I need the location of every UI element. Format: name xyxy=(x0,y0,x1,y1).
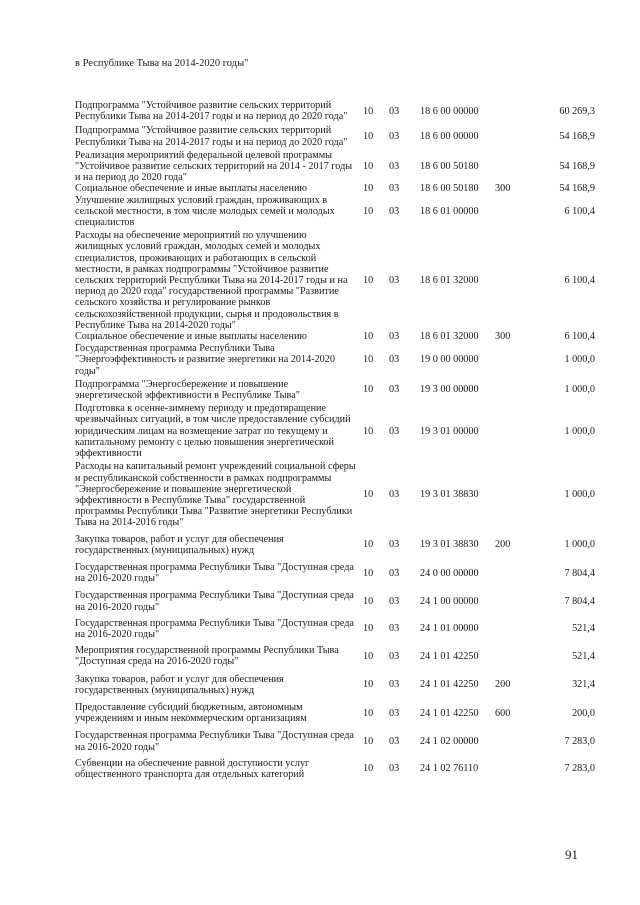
amount-cell: 1 000,0 xyxy=(564,354,595,366)
table-row xyxy=(75,618,595,640)
target-item-cell: 24 1 01 42250 xyxy=(420,650,479,662)
table-row xyxy=(75,645,595,667)
amount-cell: 7 283,0 xyxy=(564,735,595,747)
target-item-cell: 24 1 01 42250 xyxy=(420,707,479,719)
row-name-cell: Социальное обеспечение и иные выплаты населению xyxy=(75,183,308,195)
table-row xyxy=(75,730,595,752)
subsection-code-cell: 03 xyxy=(389,384,400,396)
table-row xyxy=(75,125,595,147)
section-code-cell: 10 xyxy=(363,567,374,579)
section-code-cell: 10 xyxy=(363,275,374,287)
row-name-cell: Подпрограмма "Энергосбережение и повышение энергетической эффективности в Республике Тыва" xyxy=(75,378,300,402)
table-row xyxy=(75,562,595,584)
table-row xyxy=(75,331,595,342)
subsection-code-cell: 03 xyxy=(389,623,400,635)
table-row xyxy=(75,461,595,528)
subsection-code-cell: 03 xyxy=(389,331,400,343)
amount-cell: 6 100,4 xyxy=(564,205,595,217)
target-item-cell: 24 1 02 00000 xyxy=(420,735,479,747)
target-item-cell: 19 3 01 00000 xyxy=(420,425,479,437)
subsection-code-cell: 03 xyxy=(389,161,400,172)
table-row xyxy=(75,379,595,401)
amount-cell: 1 000,0 xyxy=(564,425,595,437)
table-row xyxy=(75,343,595,377)
amount-cell: 60 269,3 xyxy=(559,105,595,117)
target-item-cell: 18 6 00 50180 xyxy=(420,183,479,195)
row-name-cell: Государственная программа Республики Тыва "Доступная среда на 2016-2020 годы" xyxy=(75,730,354,753)
subsection-code-cell: 03 xyxy=(389,425,400,437)
amount-cell: 6 100,4 xyxy=(564,275,595,287)
subsection-code-cell: 03 xyxy=(389,354,400,366)
amount-cell: 54 168,9 xyxy=(559,131,595,142)
section-code-cell: 10 xyxy=(363,650,374,662)
section-code-cell: 10 xyxy=(363,425,374,437)
table-row xyxy=(75,183,595,194)
target-item-cell: 18 6 01 00000 xyxy=(420,205,479,217)
section-code-cell: 10 xyxy=(363,131,374,142)
row-name-cell: Субвенции на обеспечение равной доступности услуг общественного транспорта для отдельных категорий xyxy=(75,757,310,780)
section-code-cell: 10 xyxy=(363,679,374,691)
table-row xyxy=(75,674,595,696)
table-row xyxy=(75,534,595,556)
target-item-cell: 24 1 00 00000 xyxy=(420,595,479,607)
section-code-cell: 10 xyxy=(363,331,374,343)
section-code-cell: 10 xyxy=(363,539,374,551)
row-name-cell: Улучшение жилищных условий граждан, проживающих в сельской местности, в том числе молодых семей и молодых специалистов xyxy=(75,194,335,229)
row-name-cell: Реализация мероприятий федеральной целевой программы "Устойчивое развитие сельских территорий на 2014 - 2017 годы и на период до 2020 года" xyxy=(75,149,353,184)
table-row xyxy=(75,195,595,229)
subsection-code-cell: 03 xyxy=(389,489,400,501)
subsection-code-cell: 03 xyxy=(389,567,400,579)
amount-cell: 321,4 xyxy=(572,679,595,691)
expense-type-cell: 200 xyxy=(495,679,511,691)
section-code-cell: 10 xyxy=(363,205,374,217)
row-name-cell: Государственная программа Республики Тыва "Доступная среда на 2016-2020 годы" xyxy=(75,590,354,613)
subsection-code-cell: 03 xyxy=(389,183,400,195)
amount-cell: 1 000,0 xyxy=(564,384,595,396)
target-item-cell: 24 1 01 42250 xyxy=(420,679,479,691)
target-item-cell: 18 6 00 00000 xyxy=(420,131,479,142)
section-code-cell: 10 xyxy=(363,183,374,195)
row-name-cell: Социальное обеспечение и иные выплаты населению xyxy=(75,331,308,343)
row-name-cell: Расходы на капитальный ремонт учреждений социальной сферы и республиканской собственности в рамках подпрограммы "Энергосбережение и повышение энергетической эффективности в Республике Тыва" государственной программы Республики Тыва "Развитие энергетики Республики Тыва на 2014-2016 годы" xyxy=(75,461,356,529)
section-code-cell: 10 xyxy=(363,161,374,172)
section-code-cell: 10 xyxy=(363,489,374,501)
expense-type-cell: 300 xyxy=(495,183,511,195)
target-item-cell: 24 1 02 76110 xyxy=(420,763,479,775)
amount-cell: 54 168,9 xyxy=(559,183,595,195)
section-code-cell: 10 xyxy=(363,707,374,719)
table-row xyxy=(75,702,595,724)
subsection-code-cell: 03 xyxy=(389,539,400,551)
row-name-cell: Подпрограмма "Устойчивое развитие сельских территорий Республики Тыва на 2014-2017 годы и на период до 2020 года" xyxy=(75,125,348,148)
section-code-cell: 10 xyxy=(363,384,374,396)
section-code-cell: 10 xyxy=(363,623,374,635)
target-item-cell: 19 0 00 00000 xyxy=(420,354,479,366)
row-name-cell: Предоставление субсидий бюджетным, автономным учреждениям и иным некоммерческим организациям xyxy=(75,701,307,725)
row-name-cell: Закупка товаров, работ и услуг для обеспечения государственных (муниципальных) нужд xyxy=(75,533,284,556)
subsection-code-cell: 03 xyxy=(389,205,400,217)
target-item-cell: 24 1 01 00000 xyxy=(420,623,479,635)
subsection-code-cell: 03 xyxy=(389,707,400,719)
subsection-code-cell: 03 xyxy=(389,595,400,607)
subsection-code-cell: 03 xyxy=(389,735,400,747)
amount-cell: 7 804,4 xyxy=(564,567,595,579)
target-item-cell: 19 3 01 38830 xyxy=(420,539,479,551)
section-code-cell: 10 xyxy=(363,763,374,775)
subsection-code-cell: 03 xyxy=(389,131,400,142)
target-item-cell: 18 6 01 32000 xyxy=(420,275,479,287)
table-row xyxy=(75,758,595,780)
amount-cell: 7 283,0 xyxy=(564,763,595,775)
budget-table xyxy=(75,100,595,780)
target-item-cell: 24 0 00 00000 xyxy=(420,567,479,579)
row-name-cell: Государственная программа Республики Тыва "Доступная среда на 2016-2020 годы" xyxy=(75,561,354,585)
amount-cell: 1 000,0 xyxy=(564,489,595,501)
table-row xyxy=(75,590,595,612)
amount-cell: 54 168,9 xyxy=(559,161,595,172)
document-header: в Республике Тыва на 2014-2020 годы" xyxy=(75,58,249,69)
amount-cell: 1 000,0 xyxy=(564,539,595,551)
expense-type-cell: 600 xyxy=(495,707,511,719)
target-item-cell: 18 6 00 00000 xyxy=(420,105,479,117)
amount-cell: 200,0 xyxy=(572,707,595,719)
table-row xyxy=(75,403,595,459)
subsection-code-cell: 03 xyxy=(389,679,400,691)
amount-cell: 7 804,4 xyxy=(564,595,595,607)
target-item-cell: 19 3 01 38830 xyxy=(420,489,479,501)
section-code-cell: 10 xyxy=(363,735,374,747)
row-name-cell: Государственная программа Республики Тыва "Доступная среда на 2016-2020 годы" xyxy=(75,617,354,640)
section-code-cell: 10 xyxy=(363,595,374,607)
table-row xyxy=(75,150,595,184)
subsection-code-cell: 03 xyxy=(389,650,400,662)
amount-cell: 521,4 xyxy=(572,650,595,662)
expense-type-cell: 200 xyxy=(495,539,511,551)
table-row xyxy=(75,100,595,122)
target-item-cell: 19 3 00 00000 xyxy=(420,384,479,396)
subsection-code-cell: 03 xyxy=(389,105,400,117)
section-code-cell: 10 xyxy=(363,354,374,366)
row-name-cell: Закупка товаров, работ и услуг для обеспечения государственных (муниципальных) нужд xyxy=(75,673,284,696)
expense-type-cell: 300 xyxy=(495,331,511,343)
amount-cell: 521,4 xyxy=(572,623,595,635)
table-row xyxy=(75,230,595,331)
page-number: 91 xyxy=(565,847,578,862)
amount-cell: 6 100,4 xyxy=(564,331,595,343)
row-name-cell: Подпрограмма "Устойчивое развитие сельских территорий Республики Тыва на 2014-2017 годы и на период до 2020 года" xyxy=(75,100,348,123)
subsection-code-cell: 03 xyxy=(389,763,400,775)
row-name-cell: Государственная программа Республики Тыва "Энергоэффективность и развитие энергетики на 2014-2020 годы" xyxy=(75,343,335,377)
subsection-code-cell: 03 xyxy=(389,275,400,287)
row-name-cell: Мероприятия государственной программы Республики Тыва "Доступная среда на 2016-2020 годы" xyxy=(75,645,339,668)
row-name-cell: Подготовка к осенне-зимнему периоду и предотвращение чрезвычайных ситуаций, в том числе предоставление субсидий юридическим лицам на возмещение затрат по текущему и капитальному ремонту с целью повышения энергетической эффективности xyxy=(75,403,351,460)
section-code-cell: 10 xyxy=(363,105,374,117)
target-item-cell: 18 6 01 32000 xyxy=(420,331,479,343)
row-name-cell: Расходы на обеспечение мероприятий по улучшению жилищных условий граждан, молодых семей и молодых специалистов, проживающих и работающих в сельской местности, в рамках подпрограммы "Устойчивое развитие сельских территорий Республики Тыва на 2014-2017 годы и на период до 2020 года" государственной программы "Развитие сельского хозяйства и регулирование рынков сельскохозяйственной продукции, сырья и продовольствия в Республике Тыва на 2014-2020 годы" xyxy=(75,230,348,331)
target-item-cell: 18 6 00 50180 xyxy=(420,161,479,172)
